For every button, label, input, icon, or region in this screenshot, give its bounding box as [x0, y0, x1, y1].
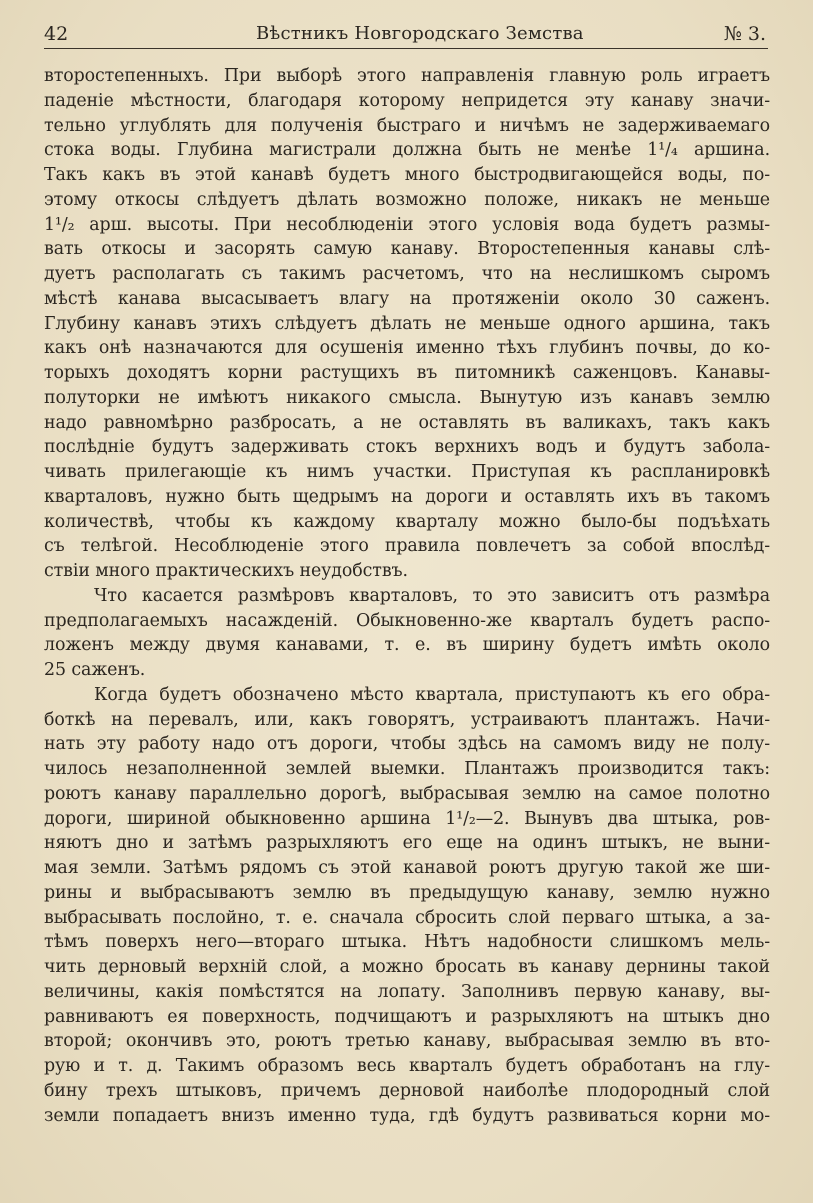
header-rule	[44, 48, 768, 49]
text-line: равниваютъ ея поверхность, подчищаютъ и разрыхляютъ на штыкъ дно	[44, 1006, 770, 1027]
text-line: Глубину канавъ этихъ слѣдуетъ дѣлать не меньше одного аршина, такъ	[44, 313, 770, 334]
text-line: мѣстѣ канава высасываетъ влагу на протяженіи около 30 саженъ.	[44, 288, 770, 309]
text-line: ствіи много практическихъ неудобствъ.	[44, 561, 408, 581]
text-line: съ телѣгой. Несоблюденіе этого правила повлечетъ за собой впослѣд-	[44, 536, 770, 557]
text-line: чивать прилегающіе къ нимъ участки. Приступая къ распланировкѣ	[44, 462, 770, 482]
text-line: рины и выбрасываютъ землю въ предыдущую канаву, землю нужно	[44, 882, 770, 903]
page-number: 42	[44, 23, 69, 45]
text-line: величины, какія помѣстятся на лопату. Заполнивъ первую канаву, вы-	[44, 981, 770, 1002]
text-line: роютъ канаву параллельно дорогѣ, выбрасывая землю на самое полотно	[44, 783, 770, 804]
article-body	[44, 64, 770, 1128]
text-line: тельно углублять для полученія быстраго и ничѣмъ не задерживаемаго	[44, 115, 770, 136]
text-line: второй; окончивъ это, роютъ третью канаву, выбрасывая землю въ вто-	[44, 1031, 770, 1052]
text-line: няютъ дно и затѣмъ разрыхляютъ его еще на одинъ штыкъ, не выни-	[44, 833, 770, 854]
text-line: чилось незаполненной землей выемки. Плантажъ производится такъ:	[44, 759, 770, 779]
running-header	[44, 21, 766, 47]
text-line: мая земли. Затѣмъ рядомъ съ этой канавой роютъ другую такой же ши-	[44, 858, 770, 878]
text-line: надо равномѣрно разбросать, а не оставлять въ валикахъ, такъ какъ	[44, 412, 770, 433]
text-line: стока воды. Глубина магистрали должна быть не менѣе 1¹/₄ аршина.	[44, 140, 770, 161]
text-line: боткѣ на перевалъ, или, какъ говорятъ, устраиваютъ плантажъ. Начи-	[44, 709, 770, 730]
text-line: тѣмъ поверхъ него—втораго штыка. Нѣтъ надобности слишкомъ мель-	[44, 932, 770, 953]
text-line: земли попадаетъ внизъ именно туда, гдѣ будутъ развиваться корни мо-	[44, 1105, 770, 1126]
text-line: второстепенныхъ. При выборѣ этого направленія главную роль играетъ	[44, 66, 770, 86]
text-line: Такъ какъ въ этой канавѣ будетъ много быстродвигающейся воды, по-	[44, 165, 770, 185]
text-line: рую и т. д. Такимъ образомъ весь кварталъ будетъ обработанъ на глу-	[44, 1056, 770, 1076]
text-line: полуторки не имѣютъ никакого смысла. Вынутую изъ канавъ землю	[44, 387, 770, 408]
text-line: выбрасывать послойно, т. е. сначала сбросить слой перваго штыка, а за-	[44, 907, 770, 928]
text-line: дуетъ располагать съ такимъ расчетомъ, что на неслишкомъ сыромъ	[44, 264, 770, 284]
text-line: какъ онѣ назначаются для осушенія именно тѣхъ глубинъ почвы, до ко-	[44, 338, 770, 359]
text-line: 25 саженъ.	[44, 660, 146, 680]
text-line: кварталовъ, нужно быть щедрымъ на дороги и оставлять ихъ въ такомъ	[44, 486, 770, 507]
text-line: количествѣ, чтобы къ каждому кварталу можно было-бы подъѣхать	[44, 511, 770, 532]
text-line: нать эту работу надо отъ дороги, чтобы здѣсь на самомъ виду не полу-	[44, 734, 770, 755]
text-line: этому откосы слѣдуетъ дѣлать возможно положе, никакъ не меньше	[44, 189, 770, 210]
text-line: вать откосы и засорять самую канаву. Второстепенныя канавы слѣ-	[44, 239, 770, 260]
text-line: паденіе мѣстности, благодаря которому непридется эту канаву значи-	[44, 90, 770, 111]
text-line: 1¹/₂ арш. высоты. При несоблюденіи этого условія вода будетъ размы-	[44, 214, 770, 235]
text-line: предполагаемыхъ насажденій. Обыкновенно-же кварталъ будетъ распо-	[44, 610, 770, 631]
text-line: Что касается размѣровъ кварталовъ, то это зависитъ отъ размѣра	[94, 585, 770, 606]
text-line: послѣдніе будутъ задерживать стокъ верхнихъ водъ и будутъ забола-	[44, 437, 770, 458]
text-line: чить дерновый верхній слой, а можно бросать въ канаву дернины такой	[44, 957, 770, 977]
journal-title: Вѣстникъ Новгородскаго Земства	[256, 23, 584, 44]
text-line: торыхъ доходятъ корни растущихъ въ питомникѣ саженцовъ. Канавы-	[44, 363, 770, 383]
text-line: дороги, шириной обыкновенно аршина 1¹/₂—2. Вынувъ два штыка, ров-	[44, 808, 770, 829]
text-line: ложенъ между двумя канавами, т. е. въ ширину будетъ имѣть около	[44, 635, 770, 656]
text-line: бину трехъ штыковъ, причемъ дерновой наиболѣе плодородный слой	[44, 1080, 770, 1101]
issue-number: № 3.	[723, 23, 766, 45]
text-line: Когда будетъ обозначено мѣсто квартала, приступаютъ къ его обра-	[94, 684, 770, 705]
